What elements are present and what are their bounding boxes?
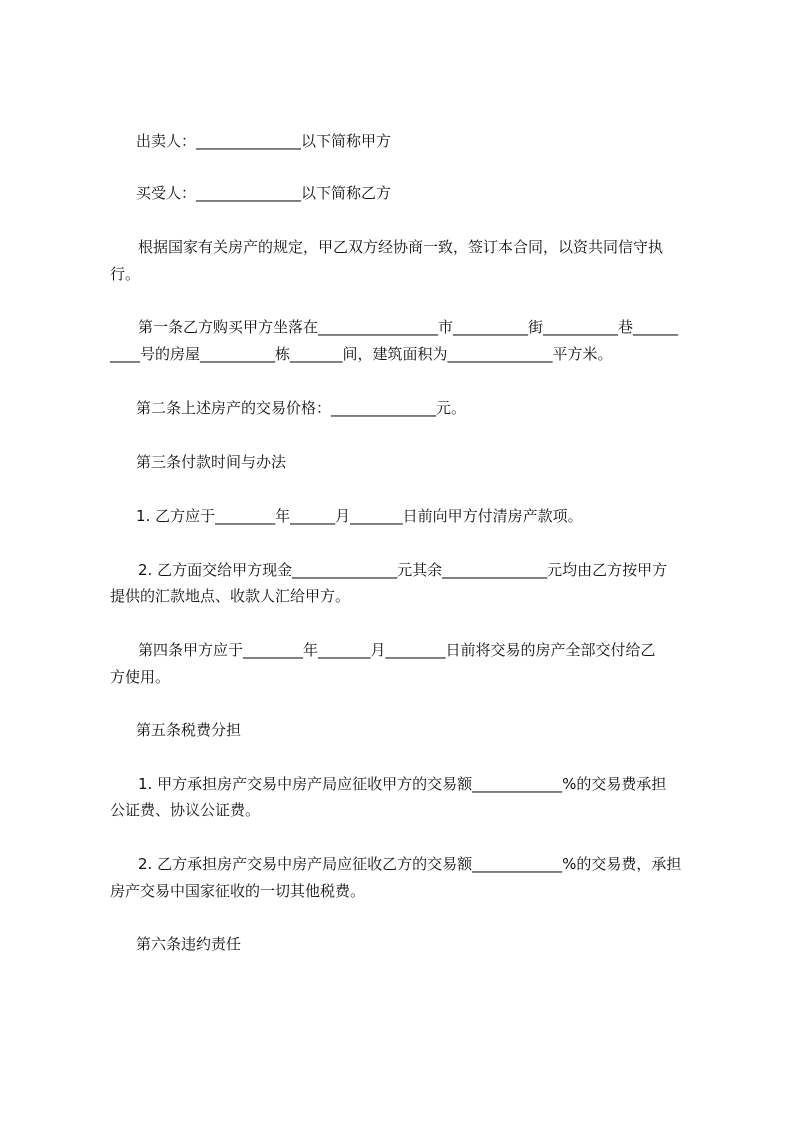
article5-title: 第五条税费分担	[136, 721, 242, 739]
article4-line-1: 第四条甲方应于________年_______月________日前将交易的房产全部交付给乙	[138, 641, 656, 659]
article6-title: 第六条违约责任	[136, 935, 242, 953]
article5-item-1-line-2: 公证费、协议公证费。	[110, 801, 261, 819]
article1-line-2: ____号的房屋__________栋_______间，建筑面积为______________平方米。	[110, 345, 613, 363]
article5-item-1-line-1: 1. 甲方承担房产交易中房产局应征收甲方的交易额____________%的交易费承担	[138, 775, 667, 793]
preamble-line-1: 根据国家有关房产的规定，甲乙双方经协商一致，签订本合同，以资共同信守执	[138, 238, 664, 256]
article3-item-2-line-1: 2. 乙方面交给甲方现金______________元其余______________元均由乙方按甲方	[138, 561, 668, 579]
article5-item-2-line-2: 房产交易中国家征收的一切其他税费。	[110, 882, 366, 900]
article5-item-2-line-1: 2. 乙方承担房产交易中房产局应征收乙方的交易额____________%的交易费，承担	[138, 855, 682, 873]
seller-line: 出卖人：______________以下简称甲方	[136, 132, 392, 150]
buyer-line: 买受人：______________以下简称乙方	[136, 184, 392, 202]
article3-title: 第三条付款时间与办法	[136, 453, 287, 471]
article3-item-2-line-2: 提供的汇款地点、收款人汇给甲方。	[110, 587, 351, 605]
article1-line-1: 第一条乙方购买甲方坐落在________________市__________街__________巷______	[138, 318, 679, 336]
article4-line-2: 方使用。	[110, 668, 171, 686]
preamble-line-2: 行。	[110, 265, 141, 283]
article2-line: 第二条上述房产的交易价格：______________元。	[136, 399, 467, 417]
article3-item-1: 1. 乙方应于________年______月_______日前向甲方付清房产款项。	[136, 507, 583, 525]
